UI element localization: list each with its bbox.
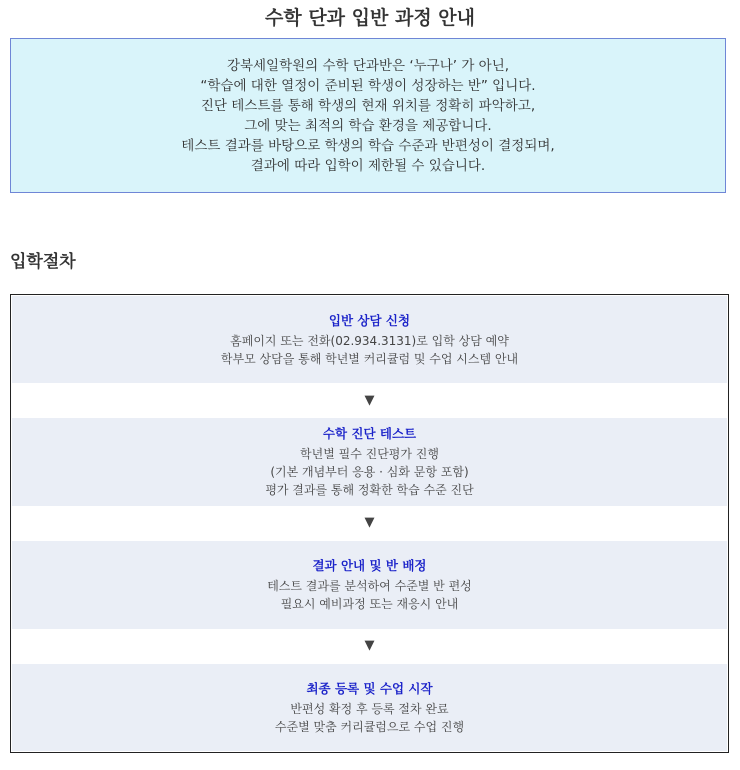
step-text: 수준별 맞춤 커리큘럼으로 수업 진행: [274, 719, 465, 734]
arrow-down-icon: ▼: [364, 638, 375, 653]
step-text: 홈페이지 또는 전화(02.934.3131)로 입학 상담 예약: [230, 333, 509, 348]
step-title: 입반 상담 신청: [328, 312, 411, 328]
page-title: 수학 단과 입반 과정 안내: [265, 7, 475, 29]
step-text: 평가 결과를 통해 정확한 학습 수준 진단: [265, 483, 474, 497]
admission-steps: [10, 294, 729, 753]
step-result-placement: [12, 541, 727, 629]
step-title: 결과 안내 및 반 배정: [312, 558, 427, 573]
intro-line: 진단 테스트를 통해 학생의 현재 위치를 정확히 파악하고,: [200, 97, 536, 114]
intro-line: 그에 맞는 최적의 학습 환경을 제공합니다.: [244, 117, 492, 134]
step-title: 최종 등록 및 수업 시작: [306, 680, 433, 696]
step-text: 학부모 상담을 통해 학년별 커리큘럼 및 수업 시스템 안내: [220, 351, 519, 366]
step-consultation: [12, 296, 727, 383]
step-text: (기본 개념부터 응용 · 심화 문항 포함): [270, 465, 469, 479]
intro-line: “학습에 대한 열정이 준비된 학생이 성장하는 반” 입니다.: [200, 77, 536, 94]
arrow-down-icon: ▼: [364, 393, 375, 408]
section-heading: 입학절차: [10, 252, 76, 272]
step-title: 수학 진단 테스트: [322, 426, 417, 441]
step-text: 반편성 확정 후 등록 절차 완료: [290, 701, 449, 716]
step-text: 필요시 예비과정 또는 재응시 안내: [280, 597, 459, 611]
step-final-registration: [12, 664, 727, 751]
arrow-down-icon: ▼: [364, 515, 375, 530]
intro-line: 강북세일학원의 수학 단과반은 ‘누구나’ 가 아닌,: [226, 57, 510, 74]
step-text: 학년별 필수 진단평가 진행: [300, 447, 439, 461]
intro-box: [10, 38, 726, 193]
intro-line: 결과에 따라 입학이 제한될 수 있습니다.: [250, 157, 486, 174]
step-text: 테스트 결과를 분석하여 수준별 반 편성: [267, 579, 472, 593]
intro-line: 테스트 결과를 바탕으로 학생의 학습 수준과 반편성이 결정되며,: [181, 137, 555, 154]
step-diagnostic-test: [12, 418, 727, 506]
